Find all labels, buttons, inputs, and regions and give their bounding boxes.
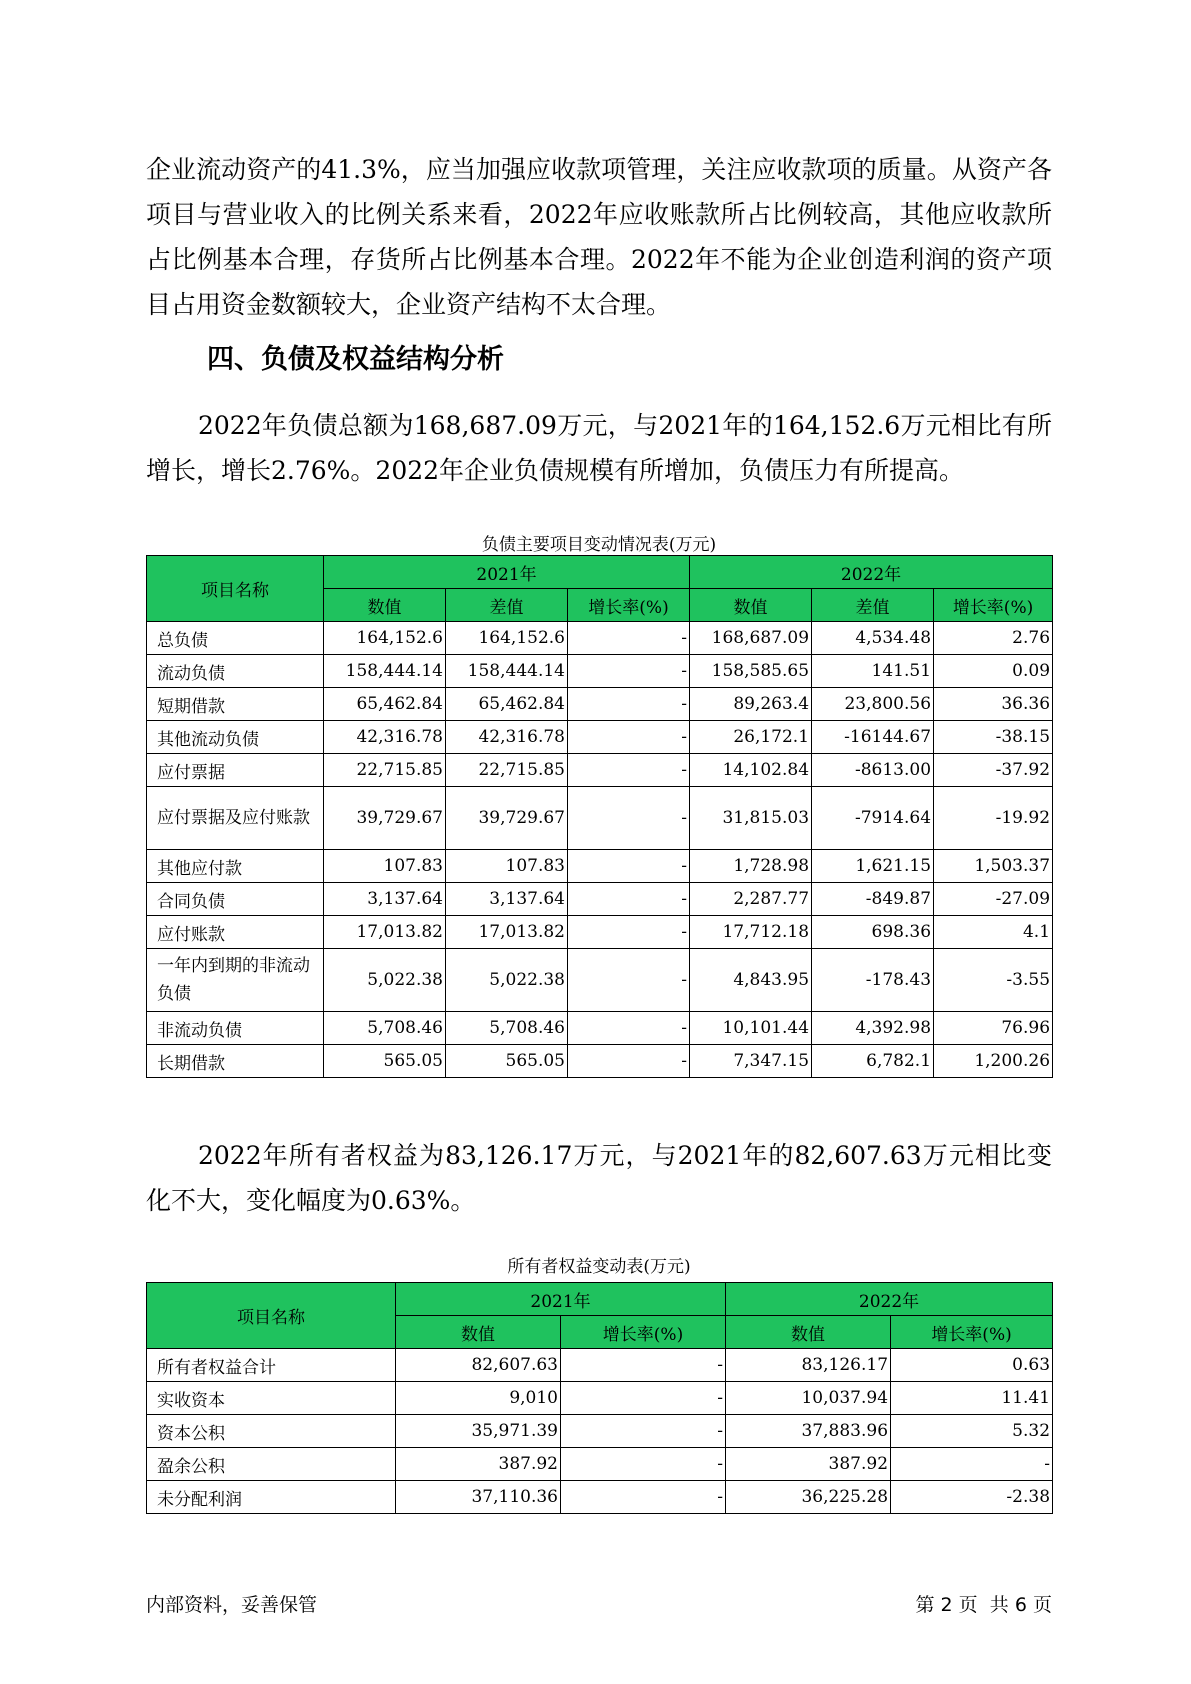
table-row: [147, 949, 1053, 1012]
table-row: [147, 721, 1053, 754]
cell-2021-value: 5,022.38: [324, 949, 446, 1012]
row-item-name: 长期借款: [147, 1045, 324, 1078]
equity-table-caption: 所有者权益变动表(万元): [507, 1257, 691, 1277]
table-row: [147, 1382, 1053, 1415]
cell-2022-diff: -178.43: [812, 949, 934, 1012]
header-rate: 增长率(%): [934, 589, 1053, 622]
cell-2021-rate: -: [568, 1012, 690, 1045]
cell-2021-diff: 42,316.78: [446, 721, 568, 754]
cell-2021-diff: 3,137.64: [446, 883, 568, 916]
cell-2021-rate: -: [568, 721, 690, 754]
footer-page-info: [915, 1590, 1052, 1617]
cell-2021-diff: 17,013.82: [446, 916, 568, 949]
cell-2022-diff: 4,392.98: [812, 1012, 934, 1045]
cell-2022-value: 2,287.77: [690, 883, 812, 916]
cell-2021-value: 22,715.85: [324, 754, 446, 787]
cell-2021-diff: 107.83: [446, 850, 568, 883]
table-row: [147, 1045, 1053, 1078]
cell-2022-value: 1,728.98: [690, 850, 812, 883]
row-item-name: 应付票据及应付账款: [147, 787, 324, 850]
header-year-2021: 2021年: [396, 1283, 726, 1316]
cell-2021-value: 37,110.36: [396, 1481, 561, 1514]
cell-2022-rate: -2.38: [891, 1481, 1053, 1514]
row-item-name: 实收资本: [147, 1382, 396, 1415]
cell-2022-rate: 76.96: [934, 1012, 1053, 1045]
row-item-name: 盈余公积: [147, 1448, 396, 1481]
cell-2021-value: 3,137.64: [324, 883, 446, 916]
cell-2022-diff: -16144.67: [812, 721, 934, 754]
header-diff: 差值: [812, 589, 934, 622]
cell-2021-value: 17,013.82: [324, 916, 446, 949]
section-heading: 四、负债及权益结构分析: [207, 344, 504, 375]
cell-2021-value: 82,607.63: [396, 1349, 561, 1382]
cell-2022-rate: -38.15: [934, 721, 1053, 754]
row-item-name: 应付票据: [147, 754, 324, 787]
row-item-name: 其他流动负债: [147, 721, 324, 754]
table-row: [147, 1349, 1053, 1382]
header-year-2022: 2022年: [690, 556, 1053, 589]
total-prefix: 共: [989, 1594, 1009, 1616]
cell-2021-value: 39,729.67: [324, 787, 446, 850]
total-suffix: 页: [1032, 1594, 1052, 1616]
cell-2021-rate: -: [561, 1415, 726, 1448]
cell-2021-diff: 5,708.46: [446, 1012, 568, 1045]
cell-2022-value: 387.92: [726, 1448, 891, 1481]
row-item-name: 一年内到期的非流动负债: [147, 949, 324, 1012]
cell-2022-value: 83,126.17: [726, 1349, 891, 1382]
cell-2022-diff: 1,621.15: [812, 850, 934, 883]
cell-2022-value: 37,883.96: [726, 1415, 891, 1448]
liability-table: [146, 555, 1053, 1078]
table-row: [147, 1012, 1053, 1045]
cell-2022-rate: -3.55: [934, 949, 1053, 1012]
paragraph-asset-structure: 企业流动资产的41.3%，应当加强应收款项管理，关注应收款项的质量。从资产各项目与营业收入的比例关系来看，2022年应收账款所占比例较高，其他应收款所占比例基本合理，存货所占比例基本合理。2022年不能为企业创造利润的资产项目占用资金数额较大，企业资产结构不太合理。: [146, 155, 1052, 319]
table-row: [147, 787, 1053, 850]
cell-2021-diff: 565.05: [446, 1045, 568, 1078]
table-row: [147, 688, 1053, 721]
row-item-name: 未分配利润: [147, 1481, 396, 1514]
cell-2021-value: 565.05: [324, 1045, 446, 1078]
cell-2022-rate: 1,200.26: [934, 1045, 1053, 1078]
cell-2022-rate: 0.09: [934, 655, 1053, 688]
header-diff: 差值: [446, 589, 568, 622]
header-year-2021: 2021年: [324, 556, 690, 589]
cell-2021-diff: 158,444.14: [446, 655, 568, 688]
cell-2022-diff: -7914.64: [812, 787, 934, 850]
row-item-name: 应付账款: [147, 916, 324, 949]
cell-2021-diff: 65,462.84: [446, 688, 568, 721]
header-value: 数值: [396, 1316, 561, 1349]
total-pages: 6: [1014, 1594, 1027, 1616]
cell-2022-rate: 5.32: [891, 1415, 1053, 1448]
cell-2022-value: 4,843.95: [690, 949, 812, 1012]
footer-confidential-note: 内部资料，妥善保管: [146, 1594, 318, 1616]
table-row: [147, 883, 1053, 916]
table-row: [147, 1448, 1053, 1481]
page-number: 2: [940, 1594, 953, 1616]
cell-2022-value: 158,585.65: [690, 655, 812, 688]
cell-2021-diff: 39,729.67: [446, 787, 568, 850]
header-item-name: 项目名称: [147, 556, 324, 622]
cell-2021-rate: -: [568, 787, 690, 850]
cell-2021-rate: -: [561, 1382, 726, 1415]
row-item-name: 非流动负债: [147, 1012, 324, 1045]
table-row: [147, 655, 1053, 688]
row-item-name: 其他应付款: [147, 850, 324, 883]
header-rate: 增长率(%): [568, 589, 690, 622]
cell-2022-value: 36,225.28: [726, 1481, 891, 1514]
cell-2022-value: 10,037.94: [726, 1382, 891, 1415]
cell-2021-value: 158,444.14: [324, 655, 446, 688]
cell-2021-rate: -: [568, 688, 690, 721]
row-item-name: 合同负债: [147, 883, 324, 916]
table-row: [147, 1481, 1053, 1514]
cell-2022-rate: -27.09: [934, 883, 1053, 916]
cell-2021-rate: -: [568, 1045, 690, 1078]
cell-2021-rate: -: [568, 622, 690, 655]
cell-2022-value: 14,102.84: [690, 754, 812, 787]
cell-2022-value: 17,712.18: [690, 916, 812, 949]
cell-2021-diff: 5,022.38: [446, 949, 568, 1012]
cell-2021-rate: -: [568, 883, 690, 916]
table-row: [147, 850, 1053, 883]
cell-2022-rate: -19.92: [934, 787, 1053, 850]
cell-2021-value: 9,010: [396, 1382, 561, 1415]
table-row: [147, 754, 1053, 787]
paragraph-liability-summary: 2022年负债总额为168,687.09万元，与2021年的164,152.6万元相比有所增长，增长2.76%。2022年企业负债规模有所增加，负债压力有所提高。: [146, 411, 1052, 485]
cell-2022-rate: 36.36: [934, 688, 1053, 721]
header-value: 数值: [726, 1316, 891, 1349]
cell-2022-rate: 1,503.37: [934, 850, 1053, 883]
header-year-2022: 2022年: [726, 1283, 1053, 1316]
cell-2021-rate: -: [561, 1481, 726, 1514]
cell-2022-diff: 698.36: [812, 916, 934, 949]
cell-2022-value: 89,263.4: [690, 688, 812, 721]
row-item-name: 短期借款: [147, 688, 324, 721]
cell-2021-rate: -: [568, 850, 690, 883]
table-row: [147, 916, 1053, 949]
cell-2022-diff: -849.87: [812, 883, 934, 916]
row-item-name: 资本公积: [147, 1415, 396, 1448]
cell-2022-diff: 23,800.56: [812, 688, 934, 721]
cell-2021-rate: -: [561, 1448, 726, 1481]
cell-2021-diff: 22,715.85: [446, 754, 568, 787]
cell-2022-value: 26,172.1: [690, 721, 812, 754]
cell-2021-value: 65,462.84: [324, 688, 446, 721]
cell-2021-rate: -: [568, 916, 690, 949]
cell-2022-diff: 4,534.48: [812, 622, 934, 655]
page-suffix: 页: [958, 1594, 978, 1616]
cell-2021-value: 42,316.78: [324, 721, 446, 754]
cell-2022-diff: 141.51: [812, 655, 934, 688]
header-item-name: 项目名称: [147, 1283, 396, 1349]
cell-2022-value: 7,347.15: [690, 1045, 812, 1078]
cell-2022-value: 31,815.03: [690, 787, 812, 850]
cell-2022-rate: -: [891, 1448, 1053, 1481]
cell-2021-value: 5,708.46: [324, 1012, 446, 1045]
cell-2022-value: 168,687.09: [690, 622, 812, 655]
cell-2022-rate: -37.92: [934, 754, 1053, 787]
page-prefix: 第: [915, 1594, 935, 1616]
header-value: 数值: [324, 589, 446, 622]
cell-2022-diff: 6,782.1: [812, 1045, 934, 1078]
cell-2021-value: 107.83: [324, 850, 446, 883]
cell-2021-value: 387.92: [396, 1448, 561, 1481]
cell-2022-rate: 2.76: [934, 622, 1053, 655]
cell-2022-rate: 11.41: [891, 1382, 1053, 1415]
cell-2021-rate: -: [568, 655, 690, 688]
cell-2022-rate: 0.63: [891, 1349, 1053, 1382]
header-rate: 增长率(%): [891, 1316, 1053, 1349]
paragraph-equity-summary: 2022年所有者权益为83,126.17万元，与2021年的82,607.63万元相比变化不大，变化幅度为0.63%。: [146, 1141, 1052, 1215]
cell-2021-diff: 164,152.6: [446, 622, 568, 655]
cell-2021-value: 164,152.6: [324, 622, 446, 655]
cell-2021-rate: -: [561, 1349, 726, 1382]
cell-2021-rate: -: [568, 754, 690, 787]
row-item-name: 总负债: [147, 622, 324, 655]
header-value: 数值: [690, 589, 812, 622]
row-item-name: 所有者权益合计: [147, 1349, 396, 1382]
table-row: [147, 622, 1053, 655]
equity-table: [146, 1282, 1053, 1514]
cell-2021-value: 35,971.39: [396, 1415, 561, 1448]
cell-2022-value: 10,101.44: [690, 1012, 812, 1045]
cell-2022-rate: 4.1: [934, 916, 1053, 949]
cell-2021-rate: -: [568, 949, 690, 1012]
header-rate: 增长率(%): [561, 1316, 726, 1349]
cell-2022-diff: -8613.00: [812, 754, 934, 787]
row-item-name: 流动负债: [147, 655, 324, 688]
table-row: [147, 1415, 1053, 1448]
liability-table-caption: 负债主要项目变动情况表(万元): [481, 535, 717, 555]
